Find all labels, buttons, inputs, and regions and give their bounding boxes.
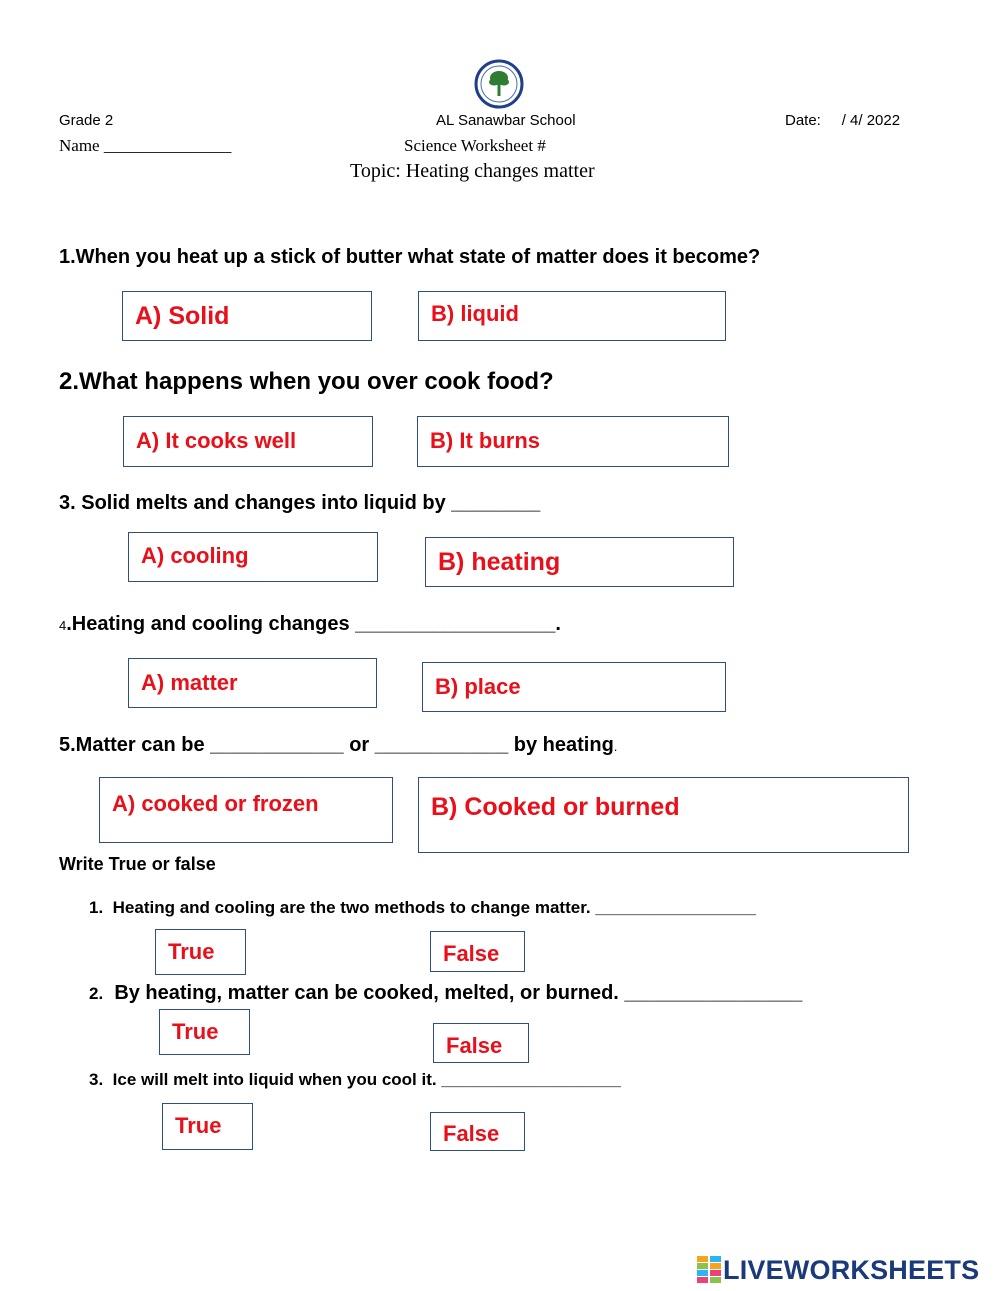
topic-title: Topic: Heating changes matter [350, 160, 595, 182]
tf2-true-label: True [172, 1019, 219, 1044]
liveworksheets-wordmark: LIVEWORKSHEETS [723, 1254, 980, 1285]
question-4 [59, 613, 561, 636]
q1-option-b[interactable] [418, 291, 726, 341]
question-4-text: .Heating and cooling changes __________________. [66, 613, 561, 635]
liveworksheets-logo [697, 1254, 979, 1286]
tf2-false-label: False [446, 1033, 503, 1058]
school-logo-icon [474, 59, 524, 109]
q3-option-a[interactable] [128, 532, 378, 582]
q5-option-a-label: A) cooked or frozen [112, 791, 319, 816]
q4-option-b[interactable] [422, 662, 726, 712]
school-name: AL Sanawbar School [436, 112, 576, 129]
liveworksheets-blocks-icon [697, 1255, 723, 1285]
tf3-false-option[interactable] [430, 1112, 525, 1151]
q3-option-b[interactable] [425, 537, 734, 587]
question-3: 3. Solid melts and changes into liquid by ________ [59, 492, 541, 514]
tf-item-2-text: By heating, matter can be cooked, melted, or burned. ________________ [114, 982, 803, 1004]
tf-item-2 [89, 982, 802, 1005]
tf-item-1-text: Heating and cooling are the two methods to change matter. _________________ [112, 898, 757, 917]
tf-item-1-number: 1. [89, 898, 104, 917]
q2-option-a[interactable] [123, 416, 373, 467]
tf-item-3 [89, 1070, 621, 1090]
tf1-false-label: False [443, 941, 500, 966]
q5-option-b[interactable] [418, 777, 909, 853]
grade-label: Grade 2 [59, 112, 114, 129]
name-field-label: Name _______________ [59, 136, 232, 155]
q2-option-b[interactable] [417, 416, 729, 467]
q1-option-a-label: A) Solid [135, 302, 230, 330]
q3-option-b-label: B) heating [438, 548, 561, 576]
tf1-true-label: True [168, 939, 215, 964]
q4-option-a[interactable] [128, 658, 377, 708]
q4-option-a-label: A) matter [141, 670, 238, 695]
question-5-text: 5.Matter can be ____________ or ____________ by heating [59, 734, 614, 756]
question-5 [59, 734, 617, 757]
q5-option-b-label: B) Cooked or burned [431, 793, 680, 821]
tf-item-3-text: Ice will melt into liquid when you cool it. ___________________ [112, 1070, 621, 1089]
question-1: 1.When you heat up a stick of butter what state of matter does it become? [59, 246, 761, 268]
true-false-heading: Write True or false [59, 854, 216, 874]
question-2: 2.What happens when you over cook food? [59, 368, 554, 395]
tf3-true-option[interactable] [162, 1103, 253, 1150]
tf-item-1 [89, 898, 756, 918]
worksheet-label: Science Worksheet # [404, 136, 546, 155]
tf3-false-label: False [443, 1121, 500, 1146]
q3-option-a-label: A) cooling [141, 543, 249, 568]
tf2-false-option[interactable] [433, 1023, 529, 1063]
tf3-true-label: True [175, 1113, 222, 1138]
q5-option-a[interactable] [99, 777, 393, 843]
date-label: Date: / 4/ 2022 [785, 112, 901, 129]
q2-option-b-label: B) It burns [430, 428, 540, 453]
tf2-true-option[interactable] [159, 1009, 250, 1055]
tf-item-2-number: 2. [89, 984, 104, 1003]
question-5-dot: . [613, 739, 618, 754]
tf1-true-option[interactable] [155, 929, 246, 975]
q4-option-b-label: B) place [435, 674, 521, 699]
tf1-false-option[interactable] [430, 931, 525, 972]
tf-item-3-number: 3. [89, 1070, 104, 1089]
q1-option-a[interactable] [122, 291, 372, 341]
question-4-number: 4 [59, 618, 67, 633]
q1-option-b-label: B) liquid [431, 301, 519, 326]
q2-option-a-label: A) It cooks well [136, 428, 297, 453]
